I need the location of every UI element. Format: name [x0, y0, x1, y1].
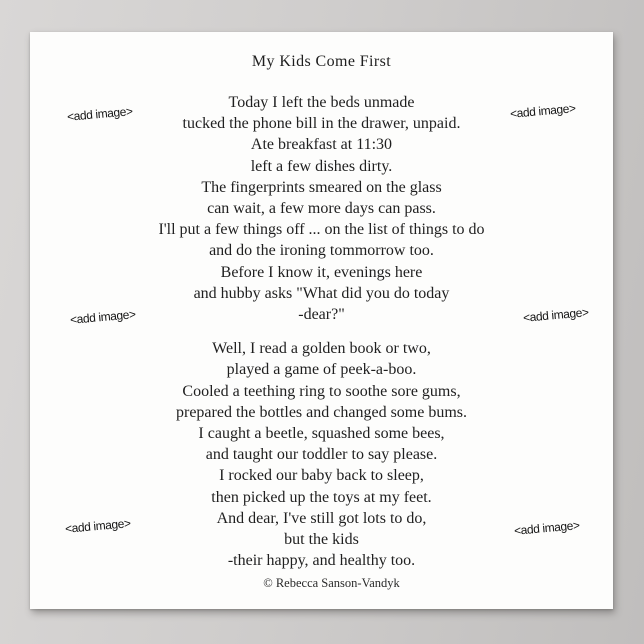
poem-line: and do the ironing tommorrow too. — [209, 242, 434, 260]
poem-line: Cooled a teething ring to soothe sore gums, — [182, 382, 461, 400]
poem-line: I rocked our baby back to sleep, — [219, 467, 424, 485]
poem-stanza-1 — [30, 92, 613, 325]
add-image-placeholder-top-right[interactable]: <add image> — [509, 101, 577, 121]
poem-line: Ate breakfast at 11:30 — [250, 136, 393, 154]
poem-body — [30, 92, 613, 571]
add-image-placeholder-top-left[interactable]: <add image> — [66, 104, 134, 124]
poem-line: And dear, I've still got lots to do, — [216, 509, 427, 527]
add-image-placeholder-bottom-right[interactable]: <add image> — [513, 518, 581, 538]
poem-line: and hubby asks "What did you do today — [193, 284, 450, 302]
poem-line: Well, I read a golden book or two, — [212, 340, 431, 358]
poem-line: The fingerprints smeared on the glass — [201, 178, 442, 196]
add-image-placeholder-bottom-left[interactable]: <add image> — [64, 516, 132, 536]
poem-line: then picked up the toys at my feet. — [211, 488, 432, 506]
poem-line: -their happy, and healthy too. — [227, 552, 416, 570]
add-image-placeholder-middle-left[interactable]: <add image> — [69, 307, 137, 327]
add-image-placeholder-middle-right[interactable]: <add image> — [522, 305, 590, 325]
poem-line: played a game of peek-a-boo. — [226, 361, 417, 379]
poem-line: I'll put a few things off ... on the list of things to do — [158, 221, 485, 239]
poem-line: Before I know it, evenings here — [220, 263, 423, 281]
poem-title: My Kids Come First — [251, 53, 392, 70]
poem-line: and taught our toddler to say please. — [205, 446, 438, 464]
poem-line: -dear?" — [298, 306, 345, 324]
poem-line: can wait, a few more days can pass. — [207, 200, 436, 218]
poem-line: prepared the bottles and changed some bums. — [175, 403, 468, 421]
poem-line: left a few dishes dirty. — [250, 157, 393, 175]
poem-line: Today I left the beds unmade — [228, 94, 415, 111]
copyright-line: © Rebecca Sanson-Vandyk — [263, 576, 400, 591]
poem-line: I caught a beetle, squashed some bees, — [198, 425, 445, 443]
poster-canvas — [30, 32, 613, 609]
poem-line: but the kids — [284, 531, 359, 549]
poem-line: tucked the phone bill in the drawer, unpaid. — [182, 115, 461, 133]
